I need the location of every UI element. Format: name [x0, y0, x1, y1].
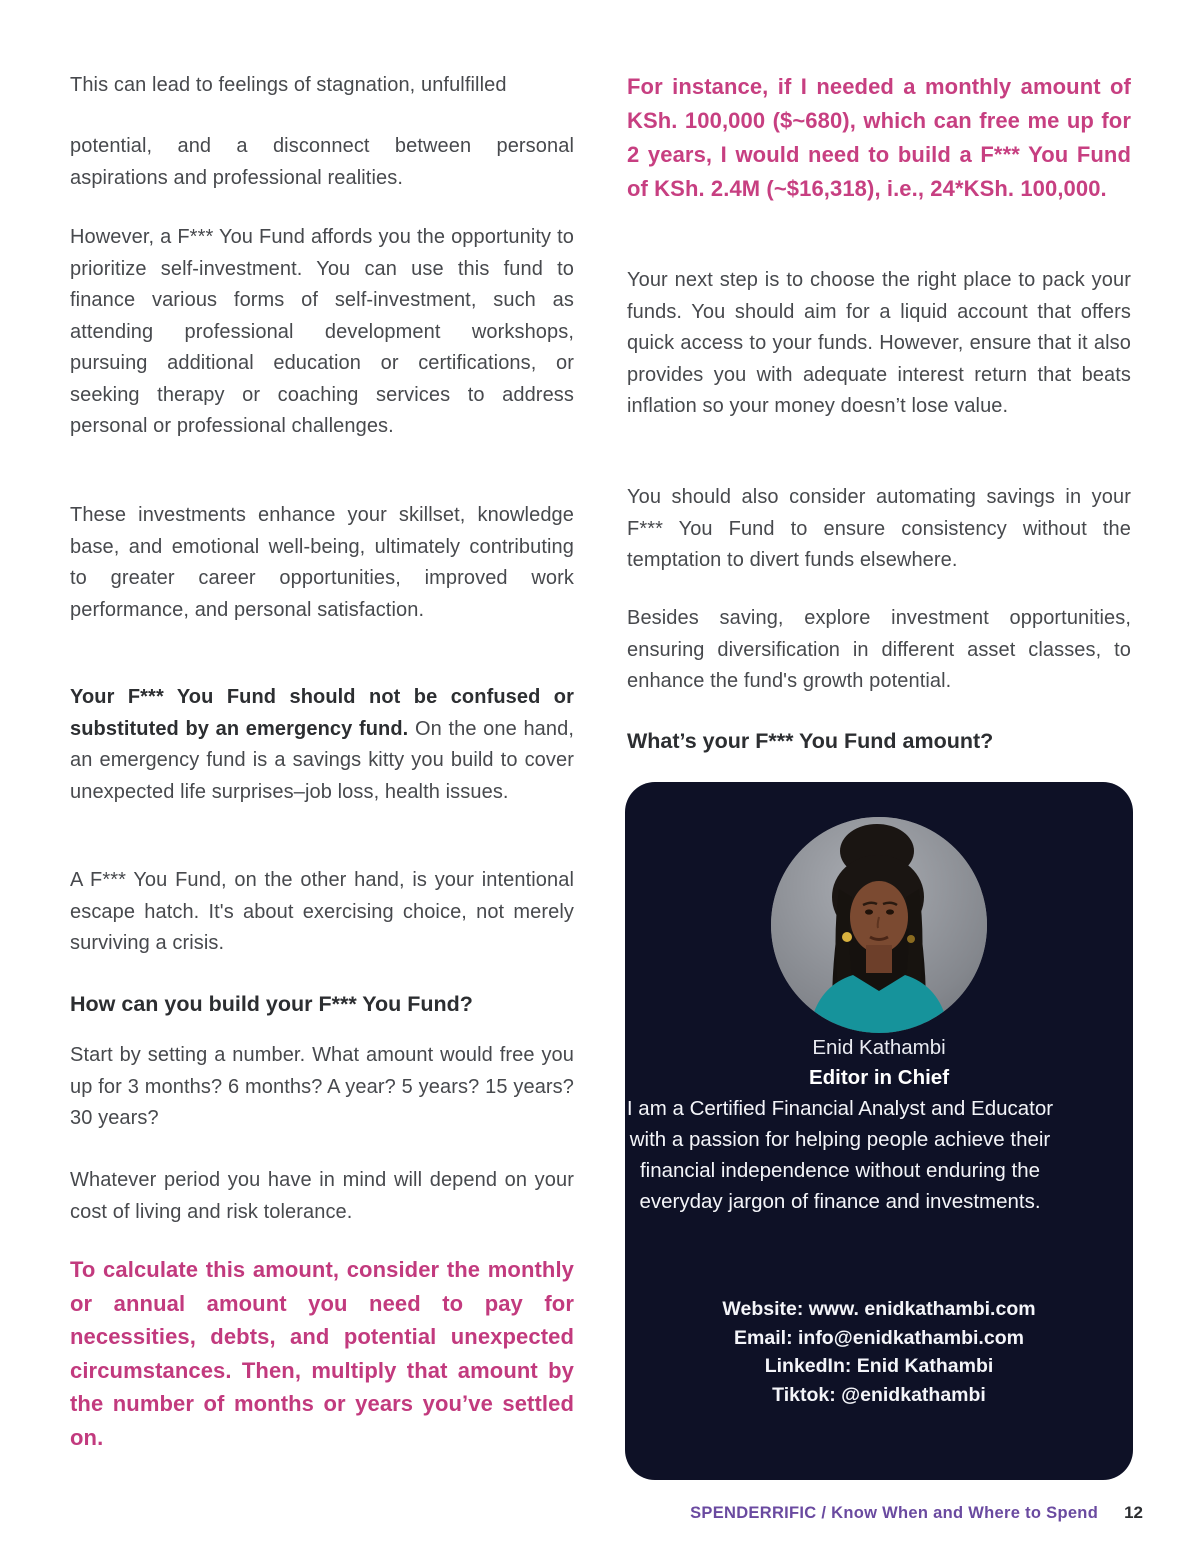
author-email: Email: info@enidkathambi.com	[734, 1326, 1024, 1349]
paragraph-however-fund: However, a F*** You Fund affords you the opportunity to prioritize self-investment. You can use this fund to finance various forms of self-investment, such as attending professional development workshops, pursuing additional education or certifications, or seeking therapy or coaching services to address personal or professional challenges.	[70, 226, 574, 437]
author-tiktok: Tiktok: @enidkathambi	[772, 1383, 986, 1406]
author-role: Editor in Chief	[808, 1066, 950, 1089]
author-bio-card	[625, 782, 1133, 1480]
paragraph-next-step: Your next step is to choose the right place to pack your funds. You should aim for a liquid account that offers quick access to your funds. However, ensure that it also provides you with adequate interest return that beats inflation so your money doesn’t lose value.	[627, 269, 1131, 417]
emergency-fund-rest: On the one hand, an emergency fund is a savings kitty you build to cover unexpected life surprises–job loss, health issues.	[70, 717, 575, 803]
author-website: Website: www. enidkathambi.com	[722, 1298, 1036, 1320]
author-linkedin: LinkedIn: Enid Kathambi	[764, 1355, 994, 1377]
author-name: Enid Kathambi	[812, 1036, 946, 1059]
emergency-fund-bold-lead: Your F*** You Fund should not be confused or substituted by an emergency fund.	[70, 686, 574, 740]
portrait-illustration	[771, 817, 987, 1033]
author-photo	[771, 817, 987, 1033]
page-footer	[690, 1503, 1143, 1523]
paragraph-automating: You should also consider automating savings in your F*** You Fund to ensure consistency without the temptation to divert funds elsewhere.	[627, 486, 1131, 571]
heading-how-to-build: How can you build your F*** You Fund?	[70, 992, 473, 1016]
left-column	[70, 68, 574, 1454]
paragraph-set-number: Start by setting a number. What amount would free you up for 3 months? 6 months? A year? 5 years? 15 years? 30 years?	[70, 1044, 574, 1129]
right-column	[627, 68, 1131, 1480]
author-contacts	[625, 1295, 1133, 1409]
paragraph-emergency-fund	[70, 682, 574, 840]
paragraph-investments: These investments enhance your skillset, knowledge base, and emotional well-being, ultimately contributing to greater career opportunities, improved work performance, and personal satisfaction.	[70, 504, 574, 621]
heading-fund-amount: What’s your F*** You Fund amount?	[627, 729, 994, 753]
author-bio-text: I am a Certified Financial Analyst and Educator with a passion for helping people achieve their financial independence without enduring the everyday jargon of finance and investments.	[626, 1097, 1054, 1213]
footer-magazine-title: SPENDERRIFIC / Know When and Where to Spend	[690, 1504, 1099, 1522]
paragraph-example-pink: For instance, if I needed a monthly amount of KSh. 100,000 ($~680), which can free me up for 2 years, I would need to build a F*** You Fund of KSh. 2.4M (~$16,318), i.e., 24*KSh. 100,000.	[627, 74, 1131, 201]
footer-page-number: 12	[1124, 1503, 1143, 1522]
paragraph-stagnation: This can lead to feelings of stagnation, unfulfilled	[70, 74, 507, 96]
paragraph-calculate-pink: To calculate this amount, consider the monthly or annual amount you need to pay for necessities, debts, and potential unexpected circumstances. Then, multiply that amount by the number of months or years you’ve settled on.	[70, 1257, 574, 1450]
paragraph-escape-hatch: A F*** You Fund, on the other hand, is your intentional escape hatch. It's about exercising choice, not merely surviving a crisis.	[70, 869, 574, 954]
paragraph-period: Whatever period you have in mind will depend on your cost of living and risk tolerance.	[70, 1169, 574, 1223]
paragraph-diversification: Besides saving, explore investment opportunities, ensuring diversification in different asset classes, to enhance the fund's growth potential.	[627, 607, 1131, 692]
paragraph-potential: potential, and a disconnect between personal aspirations and professional realities.	[70, 135, 574, 189]
